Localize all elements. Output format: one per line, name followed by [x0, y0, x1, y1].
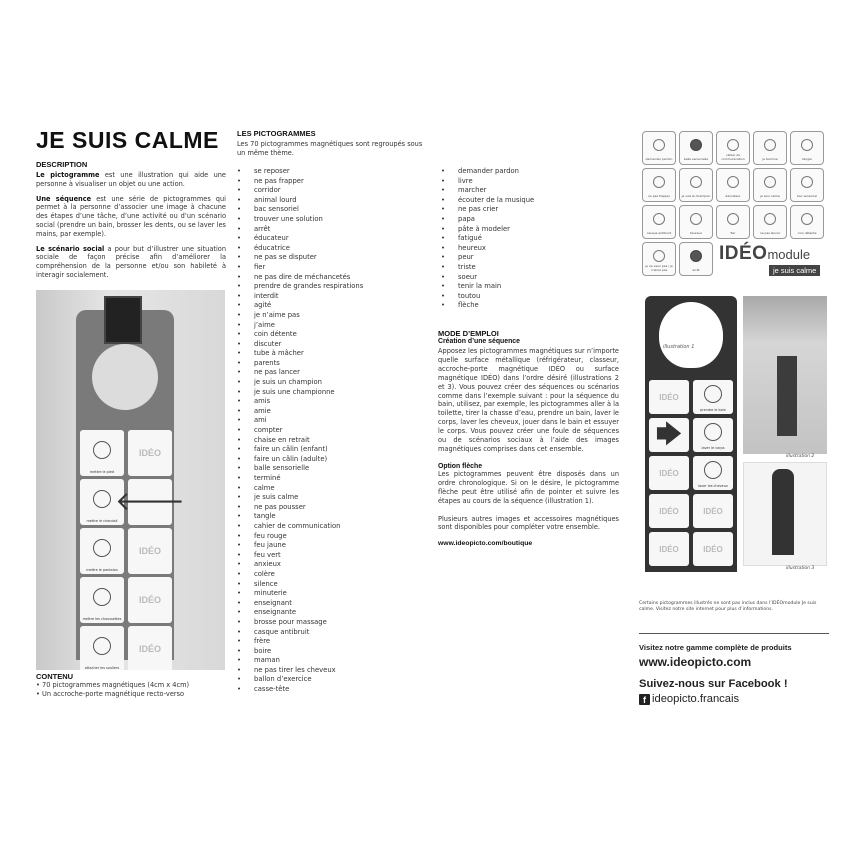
illustration-2	[743, 296, 827, 454]
pictogram-list-item: • cahier de communication	[237, 522, 363, 532]
mode-emploi-section	[438, 329, 619, 547]
description-column	[36, 127, 226, 280]
pictogram-caption: attacher les souliers	[84, 666, 120, 670]
divider	[639, 633, 829, 634]
pictogram-list-item: • ne pas frapper	[237, 177, 363, 187]
pictogram-list-item: • amis	[237, 397, 363, 407]
pictogram-list-item: • faire un câlin (adulte)	[237, 455, 363, 465]
disclaimer: Certains pictogrammes illustrés ne sont pas inclus dans l’IDÉOmodule Je suis calme. Visitez notre site internet pour plus d’informations.	[639, 601, 817, 612]
pictogram-card	[716, 168, 750, 202]
pictogram-list-item: • corridor	[237, 186, 363, 196]
ideo-tile-logo: IDÉO	[138, 595, 161, 605]
pictogram-caption: mettre le chandail	[86, 519, 118, 523]
pictogram-list-item: • ballon d’exercice	[237, 675, 363, 685]
pictogram-list-item: • casse-tête	[237, 685, 363, 695]
ideo-tile-logo: IDÉO	[703, 506, 723, 516]
pictogram-card	[716, 131, 750, 165]
arrow-icon: 🡆	[655, 420, 683, 450]
pictogram-icon	[801, 176, 813, 188]
pictogram-list-item: • toutou	[441, 292, 534, 302]
pictogram-card	[753, 205, 787, 239]
pictogram-list-item: • soeur	[441, 273, 534, 283]
creation-heading: Création d’une séquence	[438, 338, 520, 345]
pictogram-list-item: • demander pardon	[441, 167, 534, 177]
pictogram-list-item: • éducatrice	[237, 244, 363, 254]
person-icon	[93, 539, 111, 557]
ideo-tile	[128, 430, 172, 476]
fleche-heading: Option flèche	[438, 462, 483, 470]
pictogram-list-item: • calme	[237, 484, 363, 494]
person-icon	[93, 441, 111, 459]
creation-text: Apposez les pictogrammes magnétiques sur n’importe quelle surface métallique (réfrigérateur, classeur, accroche-porte magnétique IDÉO ou surface magnétique IDÉO) dans l’ordre désiré (illustrations 2 et 3). Vous pouvez créer des séquences ou scénarios comme dans l’exemple suivant : pour la séquence du bain, utilisez, par exemple, les pictogrammes aller à la toilette, tirer la chasse d’eau, prendre un bain, laver le corps, laver les cheveux, jouer dans le bain et essuyer le corps. Vous pouvez créer une foule de séquences ou de scénarios sociaux à l’aide des images magnétiques comprises dans cet ensemble.	[438, 347, 619, 453]
contenu-item: • 70 pictogrammes magnétiques (4cm x 4cm)	[36, 681, 236, 690]
pictogram-list-item: • terminé	[237, 474, 363, 484]
pictogram-icon	[764, 176, 776, 188]
door-clip	[104, 296, 142, 344]
pictogram-icon	[653, 139, 665, 151]
pictogram-list-item: • peur	[441, 253, 534, 263]
pictogram-list-item: • trouver une solution	[237, 215, 363, 225]
ideo-tile	[649, 494, 689, 528]
pictogram-card	[753, 131, 787, 165]
pictogram-tile	[693, 418, 733, 452]
pictogram-card	[753, 168, 787, 202]
pictogram-card	[642, 205, 676, 239]
facebook-link[interactable]	[639, 693, 739, 705]
pictogram-icon	[653, 213, 665, 225]
pictogram-list-item: • écouter de la musique	[441, 196, 534, 206]
mode-emploi-heading: MODE D’EMPLOI	[438, 329, 499, 338]
ideo-tile	[128, 528, 172, 574]
boutique-link[interactable]: www.ideopicto.com/boutique	[438, 540, 533, 548]
photo-tile-grid	[80, 430, 185, 670]
pictogram-card-caption: ne pas frapper	[648, 194, 670, 198]
person-icon	[93, 637, 111, 655]
facebook-icon: f	[639, 694, 650, 705]
brand-ideo: IDÉO	[719, 243, 768, 264]
pictogram-caption: laver le corps	[701, 446, 725, 450]
pictogram-card-caption: je termine	[762, 157, 778, 161]
illustration-1-label: illustration 1	[663, 344, 695, 350]
follow-text: Suivez-nous sur Facebook !	[639, 678, 788, 690]
pictogram-card-caption: casque antibruit	[646, 231, 672, 235]
door-hanger-small	[772, 469, 794, 555]
pictogram-list-item: • amie	[237, 407, 363, 417]
pictogram-list-item: • agité	[237, 301, 363, 311]
illustration-3-caption: illustration 3	[786, 566, 815, 571]
illustration-1	[645, 296, 737, 572]
pictogram-list-item: • fier	[237, 263, 363, 273]
page-title: JE SUIS CALME	[36, 127, 219, 153]
pictogram-card-caption: cahier de communication	[721, 153, 745, 161]
ideo-tile-logo: IDÉO	[659, 468, 679, 478]
pictogram-tile	[693, 456, 733, 490]
pictogram-card	[790, 131, 824, 165]
pictogram-card-caption: fier	[730, 231, 736, 235]
ideo-tile-logo: IDÉO	[659, 392, 679, 402]
pictogram-card-caption: ne pas lancer	[759, 231, 781, 235]
pictogram-list-item: • ne pas pousser	[237, 503, 363, 513]
pictogram-card-caption: éducateur	[725, 194, 741, 198]
pictogram-caption: laver les cheveux	[698, 484, 728, 488]
person-icon	[93, 490, 111, 508]
pictogram-icon	[690, 176, 702, 188]
ideo-tile	[128, 626, 172, 670]
pictogrammes-section	[237, 129, 437, 158]
pictogram-list-item: • discuter	[237, 340, 363, 350]
pictogram-list-item: • interdit	[237, 292, 363, 302]
pictogram-list-item: • maman	[237, 656, 363, 666]
pictogram-list-item: • je suis calme	[237, 493, 363, 503]
hanger-hole	[92, 344, 158, 410]
door-hanger-photo	[36, 290, 225, 670]
pictogram-list-item: • triste	[441, 263, 534, 273]
person-icon	[704, 423, 722, 441]
pictogram-list-item: • ne pas tirer les cheveux	[237, 666, 363, 676]
pictogram-list-b	[441, 167, 534, 311]
pictogram-list-item: • balle sensorielle	[237, 464, 363, 474]
pictogram-icon	[801, 139, 813, 151]
illustration-2-caption: illustration 2	[786, 454, 815, 459]
pictogram-icon	[653, 250, 665, 262]
visit-text: Visitez notre gamme complète de produits	[639, 643, 792, 652]
pictogram-list-item: • je suis une championne	[237, 388, 363, 398]
pictogram-list-item: • faire un câlin (enfant)	[237, 445, 363, 455]
pictogram-list-item: • brosse pour massage	[237, 618, 363, 628]
contenu-heading: CONTENU	[36, 672, 74, 681]
pictogram-list-item: • ne pas se disputer	[237, 253, 363, 263]
arrow-icon: 🡐	[115, 487, 185, 517]
pictogram-list-item: • flèche	[441, 301, 534, 311]
pictogram-list-item: • coin détente	[237, 330, 363, 340]
ideo-tile-logo: IDÉO	[659, 544, 679, 554]
ideo-tile-logo: IDÉO	[138, 546, 161, 556]
pictogram-icon	[653, 176, 665, 188]
pictogram-card	[679, 131, 713, 165]
pictogram-card-caption: je suis le champion	[681, 194, 711, 198]
ideo-tile	[649, 532, 689, 566]
fridge-hanger	[777, 356, 797, 436]
contenu-list	[36, 681, 236, 699]
pictogram-tile	[693, 380, 733, 414]
pictogram-list-item: • bac sensoriel	[237, 205, 363, 215]
description-sequence: Une séquence est une série de pictogrammes qui permet à la personne d’associer une image à chacune des étapes d’une tâche, d’une activité ou d’un scénario social (prendre un bain, brosser les dents, ou se laver les mains, par exemple).	[36, 194, 226, 238]
illustration-3	[743, 462, 827, 566]
pictogram-caption: prendre le bain	[700, 408, 726, 412]
illustration-1-hole	[659, 302, 723, 368]
ideo-tile	[649, 456, 689, 490]
ideo-tile-logo: IDÉO	[138, 644, 161, 654]
pictogram-icon	[764, 139, 776, 151]
pictogram-list-item: • ami	[237, 416, 363, 426]
pictogram-list-item: • frère	[237, 637, 363, 647]
pictogram-list-item: • casque antibruit	[237, 628, 363, 638]
pictogram-card	[679, 242, 713, 276]
pictogram-list-a	[237, 167, 363, 695]
ideo-tile	[693, 532, 733, 566]
pictogram-list-item: • heureux	[441, 244, 534, 254]
pictogram-card-caption: coin détente	[797, 231, 817, 235]
pictogram-icon	[690, 250, 702, 262]
ideo-tile	[128, 577, 172, 623]
description-heading: DESCRIPTION	[36, 160, 88, 169]
ideo-tile-logo: IDÉO	[703, 544, 723, 554]
pictogram-card-caption: je suis calme	[760, 194, 780, 198]
pictogram-list-item: • arrêt	[237, 225, 363, 235]
pictogram-icon	[727, 213, 739, 225]
fleche-text: Les pictogrammes peuvent être disposés dans un ordre chronologique. Si on le désire, le pictogramme flèche peut être utilisé afin de pointer et suivre les étapes au cours de la séquence (illustration 1).	[438, 469, 619, 505]
pictogram-list-item: • tangle	[237, 512, 363, 522]
more-text: Plusieurs autres images et accessoires magnétiques sont disponibles pour compléter votre ensemble.	[438, 514, 619, 532]
ideo-tile	[693, 494, 733, 528]
pictogram-list-item: • compter	[237, 426, 363, 436]
pictogram-list-item: • ne pas dire de méchancetés	[237, 273, 363, 283]
pictogram-list-item: • j’aime	[237, 321, 363, 331]
ideo-tile-logo: IDÉO	[659, 506, 679, 516]
pictogram-card	[716, 205, 750, 239]
pictogram-icon	[690, 139, 702, 151]
pictogram-list-item: • livre	[441, 177, 534, 187]
pictogram-tile	[80, 430, 124, 476]
pictogram-tile	[80, 626, 124, 670]
brand-tag: je suis calme	[769, 265, 820, 276]
pictogram-list-item: • ne pas lancer	[237, 368, 363, 378]
pictogram-card	[642, 242, 676, 276]
pictogram-list-item: • prendre de grandes respirations	[237, 282, 363, 292]
pictogram-card-caption: demander pardon	[645, 157, 673, 161]
contenu-section	[36, 672, 236, 699]
pictogram-list-item: • tenir la main	[441, 282, 534, 292]
pictogram-card	[679, 205, 713, 239]
pictogram-card-caption: bac sensoriel	[797, 194, 817, 198]
pictogram-list-item: • fatigué	[441, 234, 534, 244]
facebook-handle: ideopicto.francais	[652, 693, 740, 705]
pictogram-card	[642, 168, 676, 202]
ideo-tile	[649, 380, 689, 414]
pictogram-list-item: • parents	[237, 359, 363, 369]
pictogram-list-item: • papa	[441, 215, 534, 225]
pictogram-card	[642, 131, 676, 165]
pictogram-caption: mettre le pied	[90, 470, 114, 474]
pictogram-icon	[690, 213, 702, 225]
person-icon	[704, 385, 722, 403]
person-icon	[704, 461, 722, 479]
pictogram-list-item: • enseignant	[237, 599, 363, 609]
pictogram-tile	[80, 577, 124, 623]
pictogram-card	[679, 168, 713, 202]
pictogram-list-item: • silence	[237, 580, 363, 590]
pictogram-icon	[801, 213, 813, 225]
pictogram-icon	[727, 176, 739, 188]
pictogram-icon	[727, 139, 739, 151]
pictogram-list-item: • feu jaune	[237, 541, 363, 551]
pictogram-list-item: • enseignante	[237, 608, 363, 618]
door-hanger	[76, 310, 185, 670]
arrow-tile	[649, 418, 689, 452]
pictogram-caption: mettre les chaussettes	[82, 617, 122, 621]
pictogram-card-caption: balle sensorielle	[683, 157, 709, 161]
pictogram-card	[790, 205, 824, 239]
illustration-1-grid	[649, 380, 733, 566]
pictogram-card-caption: je ne veux pas / je n’aime pas	[645, 264, 673, 272]
pictogram-card-caption: tangle	[802, 157, 812, 161]
pictogram-list-item: • colère	[237, 570, 363, 580]
contenu-item: • Un accroche-porte magnétique recto-verso	[36, 690, 236, 699]
brand-module: module	[767, 247, 811, 262]
pictogram-list-item: • je suis un champion	[237, 378, 363, 388]
pictogram-icon	[764, 213, 776, 225]
pictogram-list-item: • marcher	[441, 186, 534, 196]
pictogram-card-caption: heureux	[689, 231, 703, 235]
pictogrammes-heading: LES PICTOGRAMMES	[237, 129, 316, 138]
pictogram-list-item: • éducateur	[237, 234, 363, 244]
person-icon	[93, 588, 111, 606]
website-link[interactable]: www.ideopicto.com	[639, 655, 752, 669]
pictogram-card-caption: arrêt	[692, 268, 700, 272]
pictogram-list-item: • ne pas crier	[441, 205, 534, 215]
pictogram-caption: mettre le pantalon	[86, 568, 118, 572]
pictogram-list-item: • animal lourd	[237, 196, 363, 206]
pictogram-tile	[80, 528, 124, 574]
pictogram-list-item: • tube à mâcher	[237, 349, 363, 359]
pictogram-list-item: • se reposer	[237, 167, 363, 177]
pictogram-list-item: • pâte à modeler	[441, 225, 534, 235]
pictogram-list-item: • feu vert	[237, 551, 363, 561]
pictogram-list-item: • chaise en retrait	[237, 436, 363, 446]
pictogrammes-intro: Les 70 pictogrammes magnétiques sont regroupés sous un même thème.	[237, 140, 423, 157]
pictogram-list-item: • boire	[237, 647, 363, 657]
pictogram-list-item: • minuterie	[237, 589, 363, 599]
pictogram-card	[790, 168, 824, 202]
ideo-module-logo	[719, 243, 829, 279]
arrow-tile	[115, 479, 185, 525]
pictogram-list-item: • je n’aime pas	[237, 311, 363, 321]
pictogram-list-item: • feu rouge	[237, 532, 363, 542]
description-pictogramme: Le pictogramme est une illustration qui aide une personne à visualiser un objet ou une action.	[36, 171, 226, 188]
pictogram-list-item: • anxieux	[237, 560, 363, 570]
description-scenario: Le scénario social a pour but d’illustrer une situation sociale de façon précise afin d’améliorer la compréhension de la personne et/ou son habileté à interagir socialement.	[36, 244, 226, 279]
ideo-tile-logo: IDÉO	[138, 448, 161, 458]
